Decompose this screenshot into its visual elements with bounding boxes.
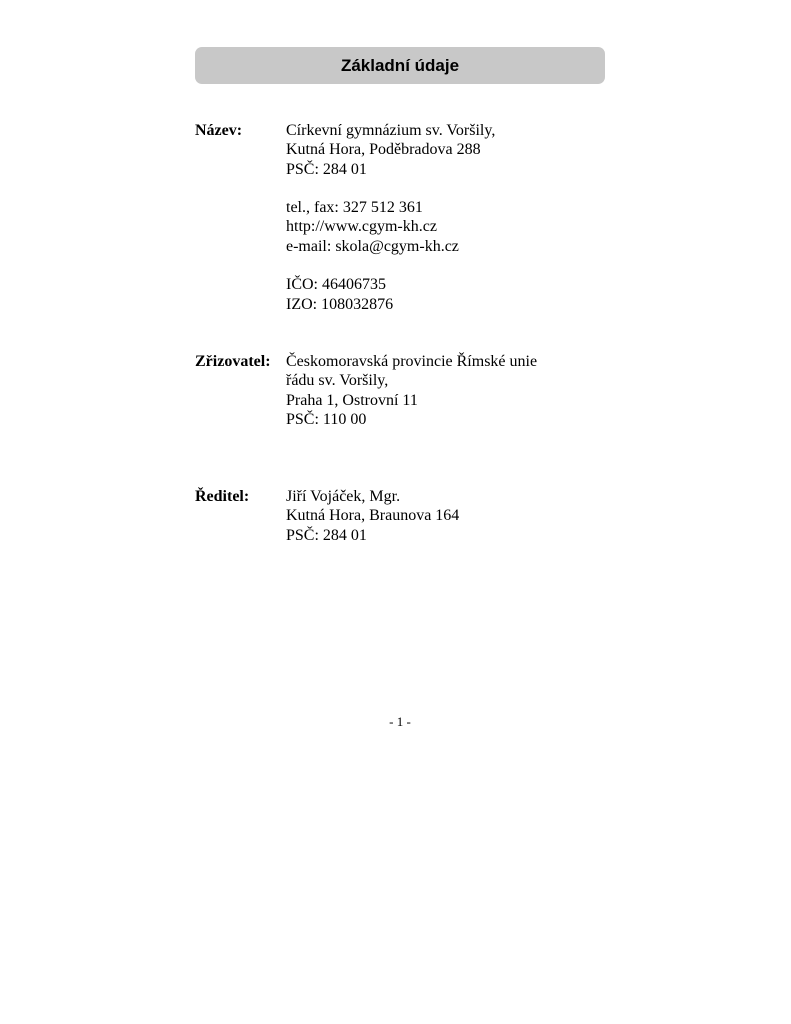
reditel-content [286, 487, 459, 545]
school-ico: IČO: 46406735 [286, 276, 386, 294]
director-name: Jiří Vojáček, Mgr. [286, 488, 401, 505]
school-postal-code: PSČ: 284 01 [286, 160, 367, 178]
section-title: Základní údaje [340, 55, 460, 75]
nazev-content [286, 121, 495, 314]
spacer [286, 179, 495, 198]
nazev-label: Název: [195, 122, 243, 139]
reditel-label: Ředitel: [195, 488, 250, 505]
zrizovatel-label: Zřizovatel: [195, 353, 271, 370]
founder-order: řádu sv. Voršily, [286, 372, 389, 390]
founder-name: Českomoravská provincie Římské unie [286, 353, 538, 370]
school-address: Kutná Hora, Poděbradova 288 [286, 141, 481, 159]
school-website: http://www.cgym-kh.cz [286, 218, 437, 236]
school-izo: IZO: 108032876 [286, 295, 394, 313]
zrizovatel-content [286, 352, 537, 429]
school-phone-fax: tel., fax: 327 512 361 [286, 199, 423, 217]
school-email: e-mail: skola@cgym-kh.cz [286, 237, 459, 255]
section-title-bar [195, 47, 605, 84]
page-number: - 1 - [389, 714, 411, 729]
director-address: Kutná Hora, Braunova 164 [286, 507, 460, 525]
director-postal-code: PSČ: 284 01 [286, 526, 367, 544]
school-name: Církevní gymnázium sv. Voršily, [286, 122, 496, 139]
spacer [286, 256, 495, 275]
founder-postal-code: PSČ: 110 00 [286, 410, 367, 428]
founder-address: Praha 1, Ostrovní 11 [286, 391, 418, 409]
